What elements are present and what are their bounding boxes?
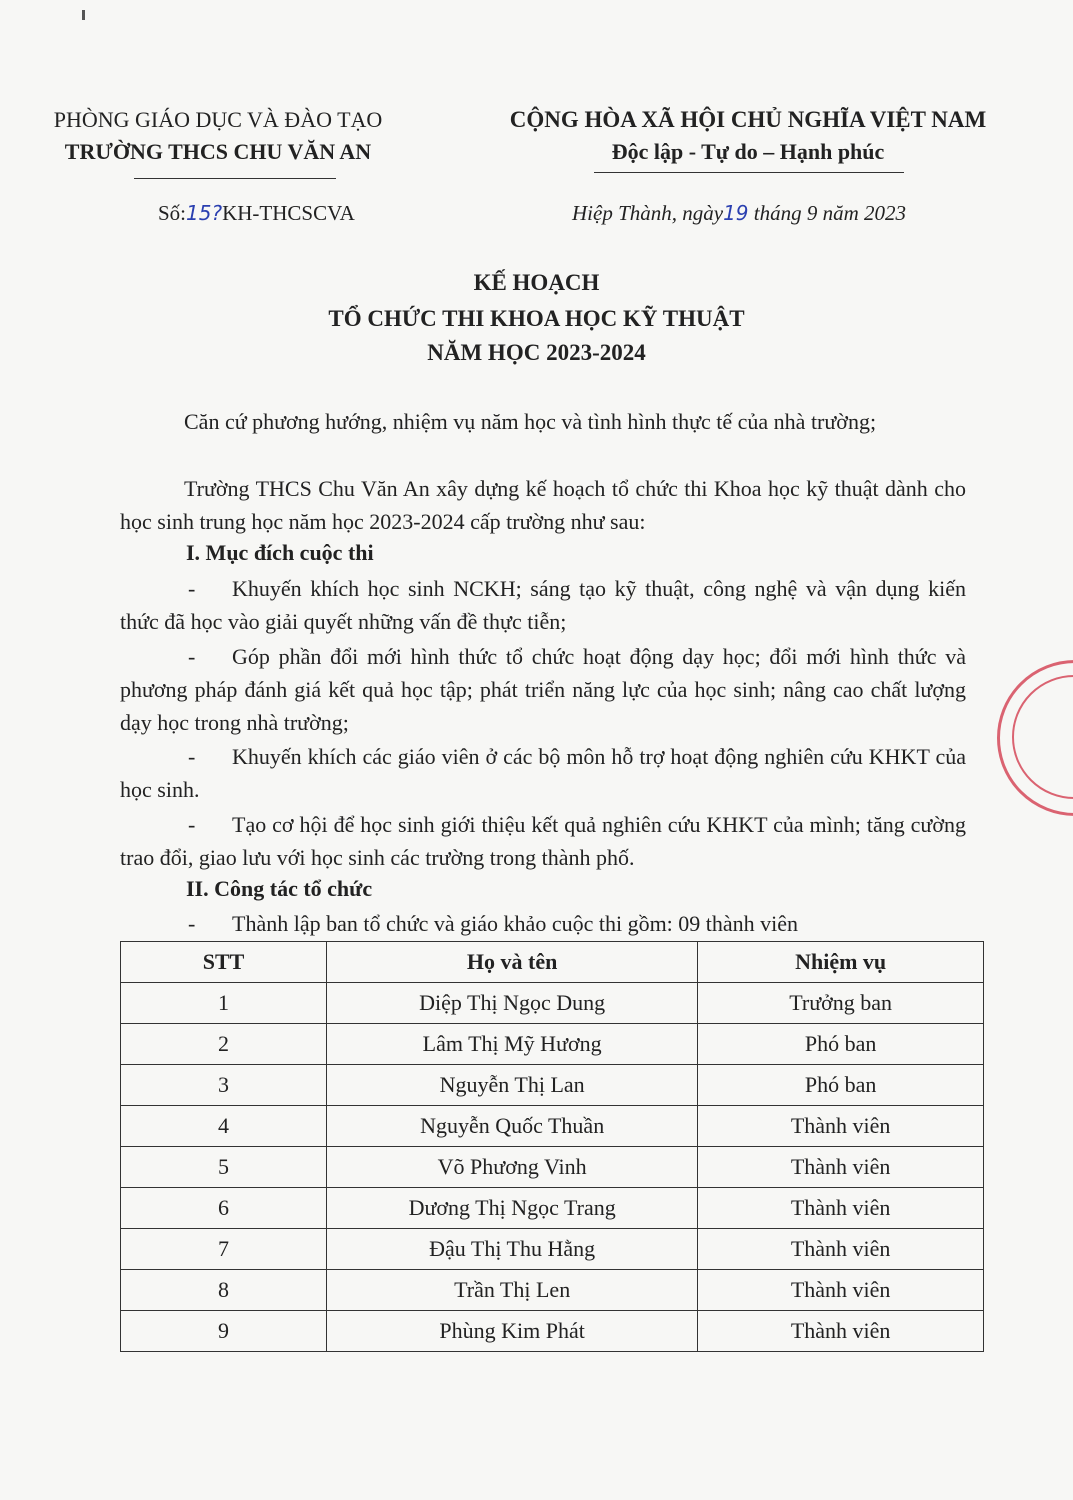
committee-table [120, 941, 984, 1352]
cell-name: Lâm Thị Mỹ Hương [327, 1024, 698, 1065]
title-line-2: TỔ CHỨC THI KHOA HỌC KỸ THUẬT [328, 306, 745, 331]
cell-stt: 2 [121, 1024, 327, 1065]
intro-paragraph-1: Căn cứ phương hướng, nhiệm vụ năm học và tình hình thực tế của nhà trường; [184, 409, 877, 434]
cell-name: Trần Thị Len [327, 1270, 698, 1311]
bullet-dash: - [188, 744, 196, 769]
bullet-dash: - [188, 812, 196, 837]
document-number [158, 201, 355, 226]
section-1-heading: I. Mục đích cuộc thi [186, 540, 374, 565]
bullet-dash: - [188, 576, 196, 601]
section-1-bullet-1 [120, 572, 966, 638]
cell-stt: 9 [121, 1311, 327, 1352]
cell-role: Thành viên [698, 1147, 984, 1188]
bullet-dash: - [188, 911, 196, 936]
table-row [121, 1024, 984, 1065]
table-row [121, 1065, 984, 1106]
date-prefix: Hiệp Thành, ngày [572, 201, 724, 225]
cell-stt: 4 [121, 1106, 327, 1147]
bullet-text: Khuyến khích các giáo viên ở các bộ môn hỗ trợ hoạt động nghiên cứu KHKT của học sinh. [120, 744, 966, 802]
bullet-dash: - [188, 644, 196, 669]
table-header-row [121, 942, 984, 983]
cell-name: Võ Phương Vinh [327, 1147, 698, 1188]
section-1-bullet-4 [120, 808, 966, 874]
table-row [121, 1270, 984, 1311]
header-role: Nhiệm vụ [698, 942, 984, 983]
cell-role: Thành viên [698, 1229, 984, 1270]
document-date [572, 201, 906, 226]
cell-name: Dương Thị Ngọc Trang [327, 1188, 698, 1229]
seal-inner-ring [1012, 675, 1073, 799]
cell-role: Phó ban [698, 1024, 984, 1065]
motto-underline [594, 172, 904, 173]
table-row [121, 1229, 984, 1270]
issuing-organization [40, 104, 396, 168]
table-row [121, 1106, 984, 1147]
section-1-bullet-2 [120, 640, 966, 739]
bullet-text: Tạo cơ hội để học sinh giới thiệu kết quả nghiên cứu KHKT của mình; tăng cường trao đổi, giao lưu với học sinh các trường trong thành phố. [120, 812, 966, 870]
handwritten-day: 19 [723, 201, 749, 225]
table-row [121, 983, 984, 1024]
cell-role: Phó ban [698, 1065, 984, 1106]
section-2-bullet [120, 907, 966, 940]
table-row [121, 1188, 984, 1229]
nation-line-1: CỘNG HÒA XÃ HỘI CHỦ NGHĨA VIỆT NAM [509, 107, 987, 132]
cell-name: Diệp Thị Ngọc Dung [327, 983, 698, 1024]
bullet-text: Khuyến khích học sinh NCKH; sáng tạo kỹ thuật, công nghệ và vận dụng kiến thức đã học vào giải quyết những vấn đề thực tiễn; [120, 576, 966, 634]
number-suffix: KH-THCSCVA [222, 201, 355, 225]
section-1-bullet-3 [120, 740, 966, 806]
intro-paragraph-2: Trường THCS Chu Văn An xây dựng kế hoạch tổ chức thi Khoa học kỹ thuật dành cho học sinh trung học năm học 2023-2024 cấp trường như sau: [120, 476, 966, 534]
national-motto [488, 104, 1008, 168]
section-2-heading: II. Công tác tổ chức [186, 876, 373, 901]
cell-role: Thành viên [698, 1188, 984, 1229]
org-line-1: PHÒNG GIÁO DỤC VÀ ĐÀO TẠO [53, 107, 383, 132]
official-seal [997, 660, 1073, 816]
org-underline [134, 178, 336, 179]
title-line-3: NĂM HỌC 2023-2024 [427, 340, 646, 365]
bullet-text: Thành lập ban tổ chức và giáo khảo cuộc thi gồm: 09 thành viên [232, 911, 799, 936]
cell-role: Thành viên [698, 1270, 984, 1311]
table-row [121, 1311, 984, 1352]
cell-role: Thành viên [698, 1311, 984, 1352]
cell-name: Đậu Thị Thu Hằng [327, 1229, 698, 1270]
table-row [121, 1147, 984, 1188]
cell-stt: 3 [121, 1065, 327, 1106]
cell-stt: 1 [121, 983, 327, 1024]
cell-stt: 7 [121, 1229, 327, 1270]
cell-role: Trưởng ban [698, 983, 984, 1024]
cell-stt: 8 [121, 1270, 327, 1311]
cell-stt: 5 [121, 1147, 327, 1188]
cell-name: Nguyễn Quốc Thuần [327, 1106, 698, 1147]
scan-mark [82, 10, 85, 20]
cell-name: Nguyễn Thị Lan [327, 1065, 698, 1106]
date-suffix: tháng 9 năm 2023 [748, 201, 907, 225]
title-line-1: KẾ HOẠCH [473, 270, 600, 295]
org-line-2: TRƯỜNG THCS CHU VĂN AN [64, 139, 372, 164]
cell-role: Thành viên [698, 1106, 984, 1147]
cell-stt: 6 [121, 1188, 327, 1229]
cell-name: Phùng Kim Phát [327, 1311, 698, 1352]
bullet-text: Góp phần đổi mới hình thức tổ chức hoạt động dạy học; đổi mới hình thức và phương pháp đánh giá kết quả học tập; phát triển năng lực của học sinh; nâng cao chất lượng dạy học trong nhà trường; [120, 644, 966, 735]
number-prefix: Số: [158, 201, 187, 225]
header-name: Họ và tên [327, 942, 698, 983]
handwritten-number: 15? [186, 201, 223, 225]
header-stt: STT [121, 942, 327, 983]
nation-line-2: Độc lập - Tự do – Hạnh phúc [611, 139, 885, 164]
